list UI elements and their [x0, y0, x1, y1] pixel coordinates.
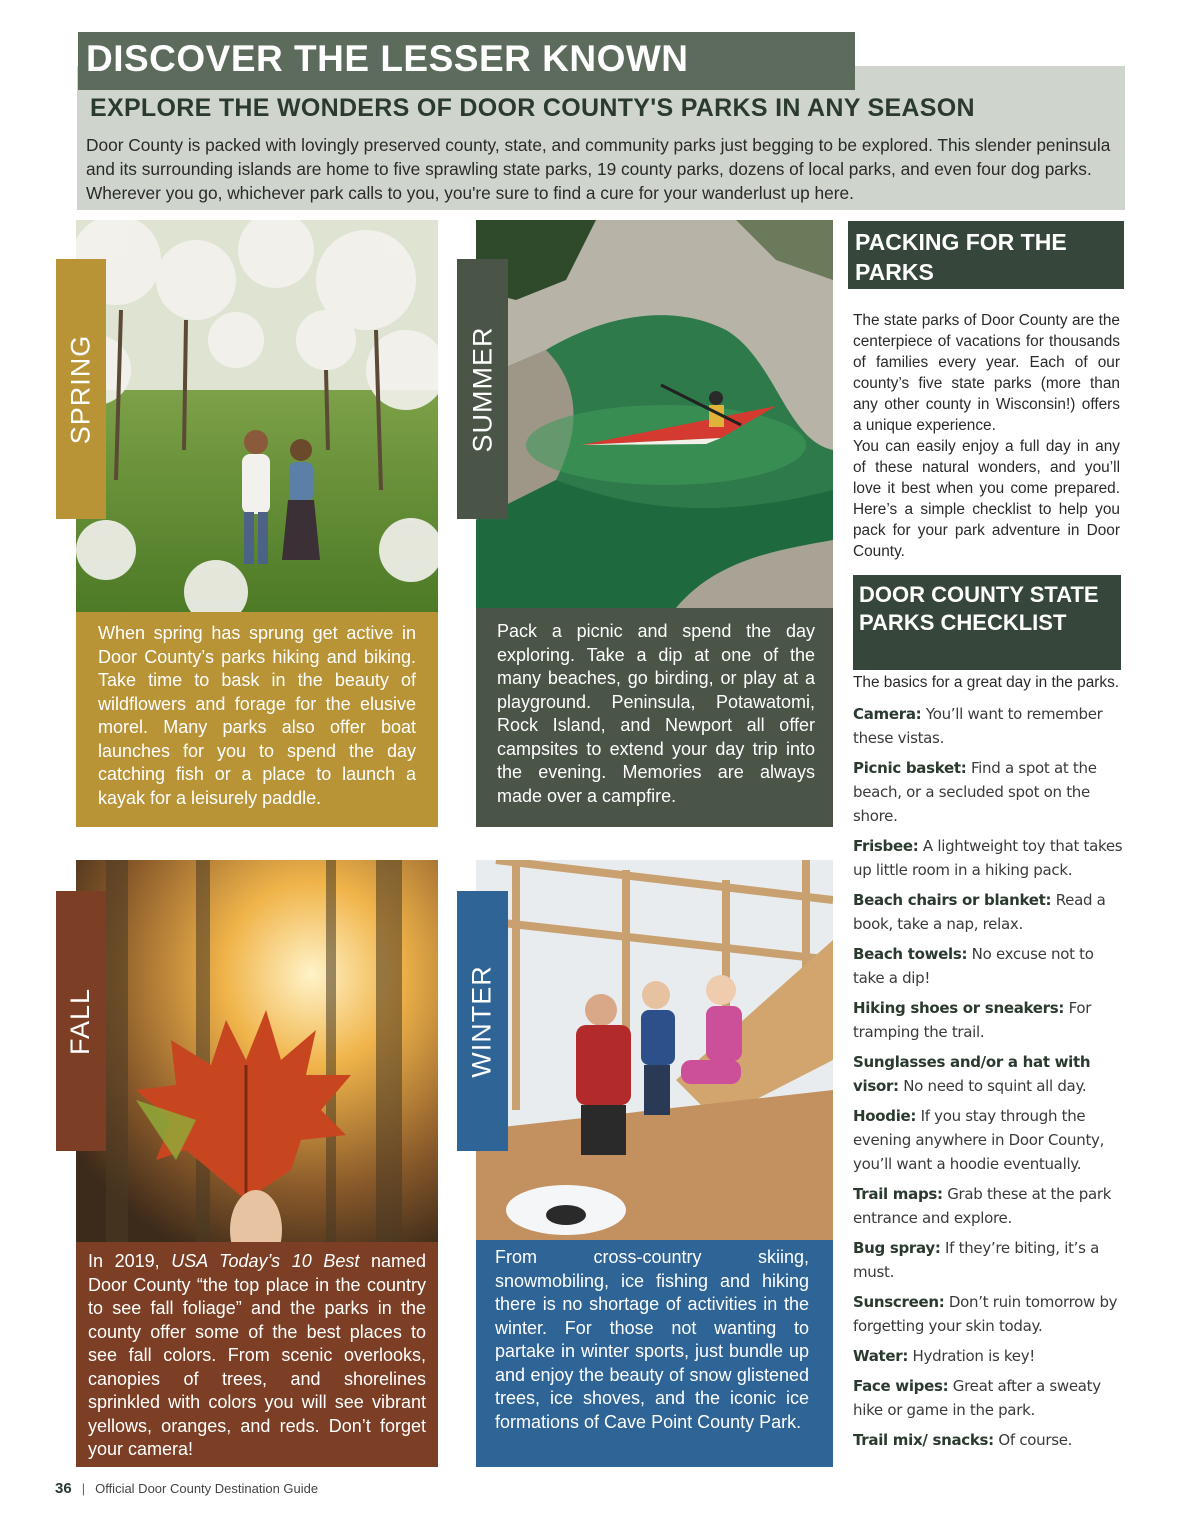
item-desc: Don’t ruin tomorrow by forgetting your skin today. — [853, 1293, 1118, 1335]
checklist-intro: The basics for a great day in the parks. — [853, 674, 1120, 691]
spring-description: When spring has sprung get active in Door County’s parks hiking and biking. Take time to bask in the beauty of wildflowers and forage for the elusive morel. Many parks also offer boat launches for you to spend the day catching fish or a place to launch a kayak for a leisurely paddle. — [76, 612, 438, 827]
item-desc: Find a spot at the beach, or a secluded spot on the shore. — [853, 759, 1097, 825]
item-name: Face wipes: — [853, 1377, 949, 1395]
page-title: DISCOVER THE LESSER KNOWN — [86, 38, 689, 79]
checklist-item — [853, 942, 1123, 990]
checklist-item — [853, 1290, 1123, 1338]
item-desc: No excuse not to take a dip! — [853, 945, 1094, 987]
summer-label: SUMMER — [467, 326, 497, 452]
summer-photo — [476, 220, 833, 608]
item-desc: Grab these at the park entrance and explore. — [853, 1185, 1112, 1227]
winter-tab — [457, 891, 508, 1151]
fall-description — [76, 1242, 438, 1467]
checklist-item — [853, 834, 1123, 882]
winter-label: WINTER — [467, 964, 498, 1078]
packing-paragraph-2: You can easily enjoy a full day in any of these natural wonders, and you’ll love it best when you come prepared. Here’s a simple checklist to help you pack for your park adventure in Door County. — [853, 438, 1120, 560]
item-desc: You’ll want to remember these vistas. — [853, 705, 1103, 747]
fall-text-before: In 2019, — [88, 1251, 172, 1271]
item-name: Picnic basket: — [853, 759, 967, 777]
item-desc: A lightweight toy that takes up little room in a hiking pack. — [853, 837, 1123, 879]
item-name: Trail mix/ snacks: — [853, 1431, 994, 1449]
packing-body — [853, 310, 1120, 562]
intro-paragraph: Door County is packed with lovingly preserved county, state, and community parks just begging to be explored. This slender peninsula and its surrounding islands are home to five sprawling state parks, 19 county parks, dozens of local parks, and even four dog parks. Wherever you go, whichever park calls to you, you're sure to find a cure for your wanderlust up here. — [86, 135, 1111, 203]
spring-photo — [76, 220, 438, 612]
winter-photo — [476, 860, 833, 1240]
checklist-item — [853, 1050, 1123, 1098]
page-footer — [55, 1480, 318, 1497]
fall-label: FALL — [65, 987, 96, 1055]
checklist-item — [853, 1374, 1123, 1422]
checklist-item — [853, 1344, 1123, 1368]
checklist-item — [853, 1428, 1123, 1452]
fall-tab — [56, 891, 106, 1151]
item-desc: Of course. — [998, 1431, 1073, 1449]
packing-paragraph-1: The state parks of Door County are the centerpiece of vacations for thousands of families every year. Each of our county’s five state parks (more than any other county in Wisconsin!) offers a unique experience. — [853, 312, 1120, 434]
item-name: Hoodie: — [853, 1107, 917, 1125]
item-desc: Great after a sweaty hike or game in the park. — [853, 1377, 1101, 1419]
item-desc: For tramping the trail. — [853, 999, 1092, 1041]
checklist-item — [853, 1236, 1123, 1284]
item-desc: Read a book, take a nap, relax. — [853, 891, 1106, 933]
spring-tab — [56, 259, 106, 519]
spring-label: SPRING — [65, 334, 96, 444]
page-subtitle: EXPLORE THE WONDERS OF DOOR COUNTY'S PARKS IN ANY SEASON — [90, 94, 975, 122]
checklist-item — [853, 702, 1123, 750]
checklist-heading: DOOR COUNTY STATE PARKS CHECKLIST — [853, 575, 1121, 670]
summer-tab — [457, 259, 508, 519]
item-name: Trail maps: — [853, 1185, 943, 1203]
fall-photo — [76, 860, 438, 1242]
checklist-item — [853, 996, 1123, 1044]
item-desc: If you stay through the evening anywhere in Door County, you’ll want a hoodie eventually. — [853, 1107, 1105, 1173]
fall-text-after: named Door County “the top place in the country to see fall foliage” and the parks in the county offer some of the best places to see fall colors. From scenic overlooks, canopies of trees, and shorelines sprinkled with colors you will see vibrant yellows, oranges, and reds. Don’t forget your camera! — [88, 1251, 427, 1459]
packing-heading: PACKING FOR THE PARKS — [848, 221, 1124, 289]
footer-separator: | — [81, 1481, 86, 1496]
summer-description: Pack a picnic and spend the day exploring. Take a dip at one of the many beaches, go birding, or play at a playground. Peninsula, Potawatomi, Rock Island, and Newport all offer campsites to extend your day trip into the evening. Memories are always made over a campfire. — [476, 608, 833, 827]
item-name: Sunglasses and/or a hat with visor: — [853, 1053, 1091, 1095]
item-name: Sunscreen: — [853, 1293, 945, 1311]
item-name: Frisbee: — [853, 837, 919, 855]
item-desc: Hydration is key! — [912, 1347, 1036, 1365]
item-name: Water: — [853, 1347, 909, 1365]
page-number: 36 — [55, 1480, 72, 1497]
item-name: Beach chairs or blanket: — [853, 891, 1052, 909]
checklist — [853, 702, 1123, 1458]
checklist-item — [853, 1182, 1123, 1230]
item-desc: No need to squint all day. — [903, 1077, 1087, 1095]
checklist-item — [853, 1104, 1123, 1176]
item-name: Bug spray: — [853, 1239, 941, 1257]
item-desc: If they’re biting, it’s a must. — [853, 1239, 1100, 1281]
item-name: Hiking shoes or sneakers: — [853, 999, 1065, 1017]
checklist-item — [853, 756, 1123, 828]
item-name: Beach towels: — [853, 945, 968, 963]
winter-description: From cross-country skiing, snowmobiling, ice fishing and hiking there is no shortage of activities in the winter. For those not wanting to partake in winter sports, just bundle up and enjoy the beauty of snow glistened trees, ice shoves, and the iconic ice formations of Cave Point County Park. — [476, 1240, 833, 1467]
publication-name: Official Door County Destination Guide — [95, 1481, 319, 1496]
checklist-item — [853, 888, 1123, 936]
item-name: Camera: — [853, 705, 922, 723]
fall-text-publication: USA Today’s 10 Best — [171, 1251, 360, 1271]
